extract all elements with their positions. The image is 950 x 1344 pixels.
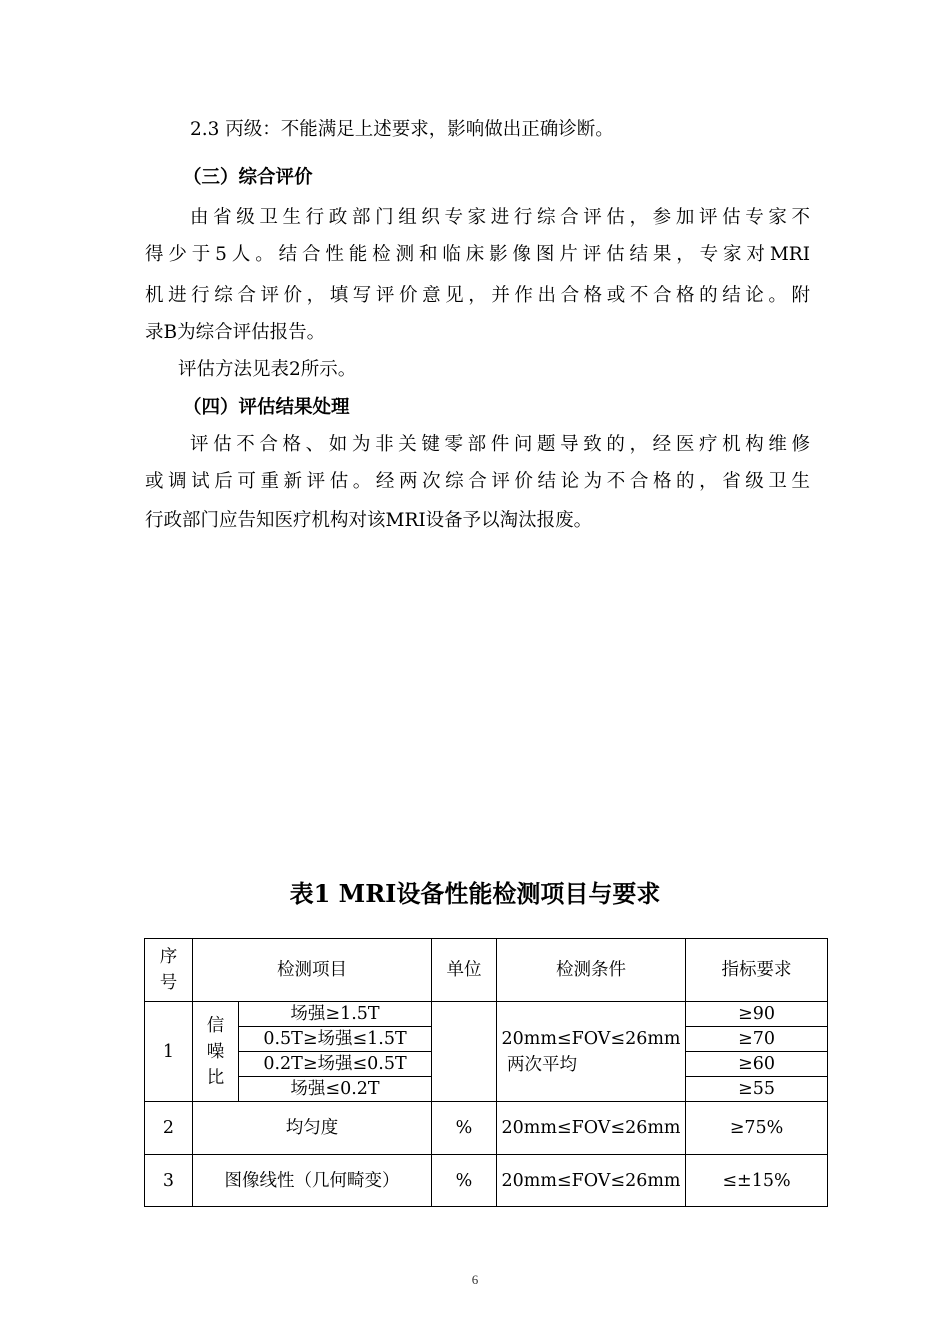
page-number: 6 (471, 1272, 479, 1287)
row1-condition-line1: 20mm≤FOV≤26mm (501, 1028, 681, 1049)
table-header-row (145, 939, 828, 1002)
paragraph-grade-c: 2.3 丙级：不能满足上述要求，影响做出正确诊断。 (190, 119, 614, 140)
header-condition: 检测条件 (497, 939, 686, 1002)
paragraph-line: 得少于5人。结合性能检测和临床影像图片评估结果，专家对MRI (145, 244, 810, 265)
row1-group: 信噪比 (193, 1002, 239, 1102)
row1-condition-line2: 两次平均 (507, 1054, 577, 1075)
row3-item: 图像线性（几何畸变） (193, 1155, 432, 1207)
paragraph-line: 或调试后可重新评估。经两次综合评价结论为不合格的，省级卫生 (145, 471, 810, 492)
row3-unit: % (432, 1155, 497, 1207)
table-row (145, 1102, 828, 1155)
row1-sub-item: 场强≥1.5T (239, 1002, 432, 1027)
paragraph-line: 行政部门应告知医疗机构对该MRI设备予以淘汰报废。 (145, 510, 593, 531)
paragraph-line: 机进行综合评价，填写评价意见，并作出合格或不合格的结论。附 (145, 285, 810, 306)
table-row (145, 1002, 828, 1027)
row1-unit (432, 1002, 497, 1102)
paragraph-method: 评估方法见表2所示。 (178, 359, 357, 380)
row3-seq: 3 (145, 1155, 193, 1207)
table-row (145, 1155, 828, 1207)
row1-condition (497, 1002, 686, 1102)
row3-condition: 20mm≤FOV≤26mm (497, 1155, 686, 1207)
header-unit: 单位 (432, 939, 497, 1002)
row3-requirement: ≤±15% (686, 1155, 828, 1207)
section-heading-4: （四）评估结果处理 (183, 397, 350, 418)
row1-requirement: ≥90 (686, 1002, 828, 1027)
row2-item: 均匀度 (193, 1102, 432, 1155)
row1-requirement: ≥70 (686, 1027, 828, 1052)
header-requirement: 指标要求 (686, 939, 828, 1002)
section-heading-3: （三）综合评价 (183, 167, 313, 188)
row2-requirement: ≥75% (686, 1102, 828, 1155)
row1-sub-item: 0.2T≥场强≤0.5T (239, 1052, 432, 1077)
header-seq: 序号 (145, 939, 193, 1002)
row1-requirement: ≥60 (686, 1052, 828, 1077)
paragraph-line: 由省级卫生行政部门组织专家进行综合评估，参加评估专家不 (190, 207, 810, 228)
row2-condition: 20mm≤FOV≤26mm (497, 1102, 686, 1155)
row2-seq: 2 (145, 1102, 193, 1155)
row1-sub-item: 0.5T≥场强≤1.5T (239, 1027, 432, 1052)
header-item: 检测项目 (193, 939, 432, 1002)
row1-sub-item: 场强≤0.2T (239, 1077, 432, 1102)
row1-seq: 1 (145, 1002, 193, 1102)
paragraph-line: 评估不合格、如为非关键零部件问题导致的，经医疗机构维修 (190, 434, 810, 455)
row2-unit: % (432, 1102, 497, 1155)
row1-requirement: ≥55 (686, 1077, 828, 1102)
paragraph-line: 录B为综合评估报告。 (145, 322, 326, 343)
performance-table (144, 938, 828, 1207)
table-title: 表1 MRI设备性能检测项目与要求 (289, 879, 661, 908)
